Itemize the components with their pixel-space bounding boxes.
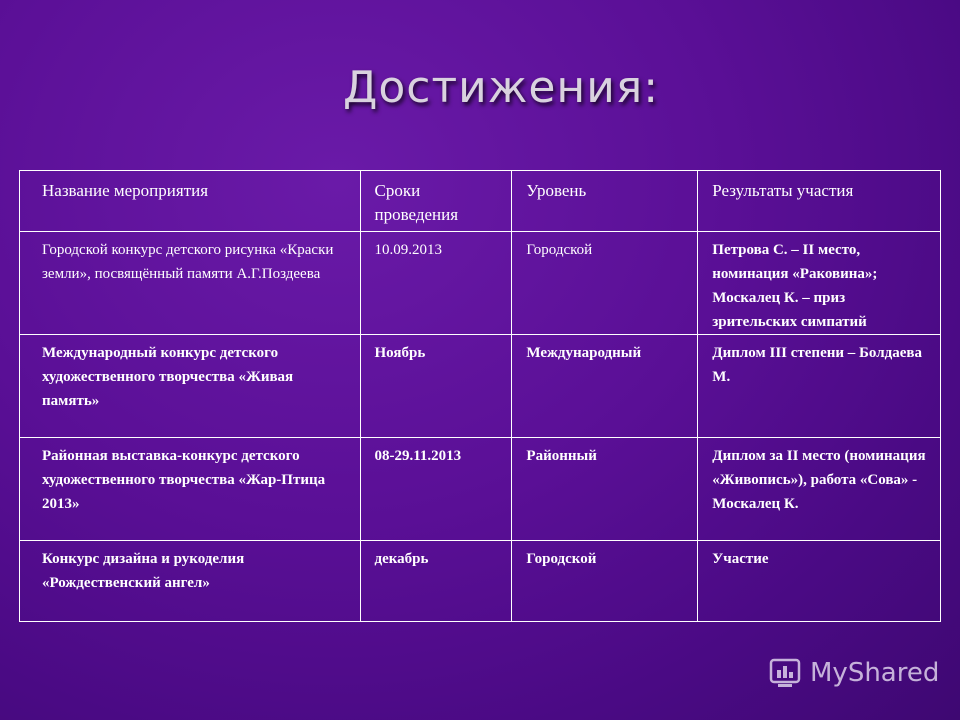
event-name-cell: Районная выставка-конкурс детского художественного творчества «Жар-Птица 2013» — [20, 438, 361, 541]
event-name-cell: Городской конкурс детского рисунка «Краски земли», посвящённый памяти А.Г.Поздеева — [20, 232, 361, 335]
header-level: Уровень — [512, 171, 698, 232]
header-results: Результаты участия — [698, 171, 941, 232]
slide-title: Достижения: — [343, 62, 660, 113]
table-row — [20, 541, 941, 622]
myshared-watermark — [768, 656, 939, 690]
myshared-logo-text: MyShared — [810, 658, 940, 688]
level-cell: Городской — [512, 232, 698, 335]
header-event-name: Название мероприятия — [20, 171, 361, 232]
myshared-logo-icon — [768, 656, 802, 690]
results-cell: Петрова С. – II место, номинация «Раковина»; Москалец К. – приз зрительских симпатий — [698, 232, 941, 335]
dates-cell: декабрь — [360, 541, 512, 622]
table-row — [20, 232, 941, 335]
table-header-row — [20, 171, 941, 232]
achievements-table — [19, 170, 941, 622]
dates-cell: Ноябрь — [360, 335, 512, 438]
dates-cell: 08-29.11.2013 — [360, 438, 512, 541]
results-cell: Диплом за II место (номинация «Живопись»), работа «Сова» - Москалец К. — [698, 438, 941, 541]
level-cell: Международный — [512, 335, 698, 438]
level-cell: Городской — [512, 541, 698, 622]
results-cell: Диплом III степени – Болдаева М. — [698, 335, 941, 438]
table-row — [20, 335, 941, 438]
event-name-cell: Международный конкурс детского художественного творчества «Живая память» — [20, 335, 361, 438]
event-name-cell: Конкурс дизайна и рукоделия «Рождественский ангел» — [20, 541, 361, 622]
table-row — [20, 438, 941, 541]
header-dates: Сроки проведения — [360, 171, 512, 232]
dates-cell: 10.09.2013 — [360, 232, 512, 335]
level-cell: Районный — [512, 438, 698, 541]
results-cell: Участие — [698, 541, 941, 622]
